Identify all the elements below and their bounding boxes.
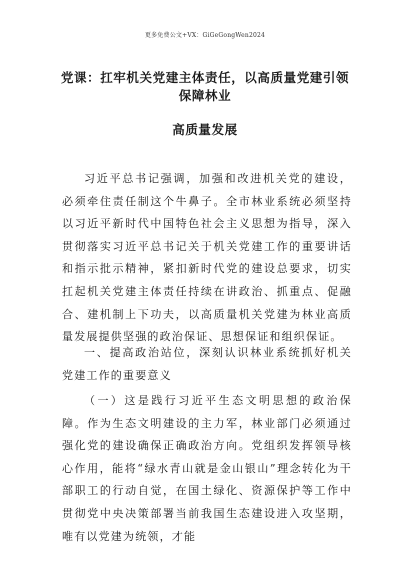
paragraph-intro: 习近平总书记强调，加强和改进机关党的建设，必须牵住责任制这个牛鼻子。全市林业系统必须坚持以习近平新时代中国特色社会主义思想为指导，深入贯彻落实习近平总书记关于机关党建工作的重要讲话和指示批示精神，紧扣新时代党的建设总要求，切实扛起机关党建主体责任持续在讲政治、抓重点、促融合、建机制上下功夫，以高质量机关党建为林业高质量发展提供坚强的政治保证、思想保证和组织保证。 xyxy=(62,172,352,344)
document-title-line-2: 高质量发展 xyxy=(172,122,238,137)
document-title-line-1: 党课：扛牢机关党建主体责任，以高质量党建引领保障林业 xyxy=(60,70,350,103)
paragraph-section-1-1: （一）这是践行习近平生态文明思想的政治保障。作为生态文明建设的主力军，林业部门必须通过强化党的建设确保正确政治方向。党组织发挥领导核心作用，能将“绿水青山就是金山银山”理念转化为干部职工的行动自觉，在国土绿化、资源保护等工作中贯彻党中央决策部署当前我国生态建设进入攻坚期，唯有以党建为统领，才能 xyxy=(62,394,352,543)
section-heading-1: 一、提高政治站位，深刻认识林业系统抓好机关党建工作的重要意义 xyxy=(62,346,352,382)
header-note: 更多免费公文+VX：GiGeGongWen2024 xyxy=(144,32,266,39)
